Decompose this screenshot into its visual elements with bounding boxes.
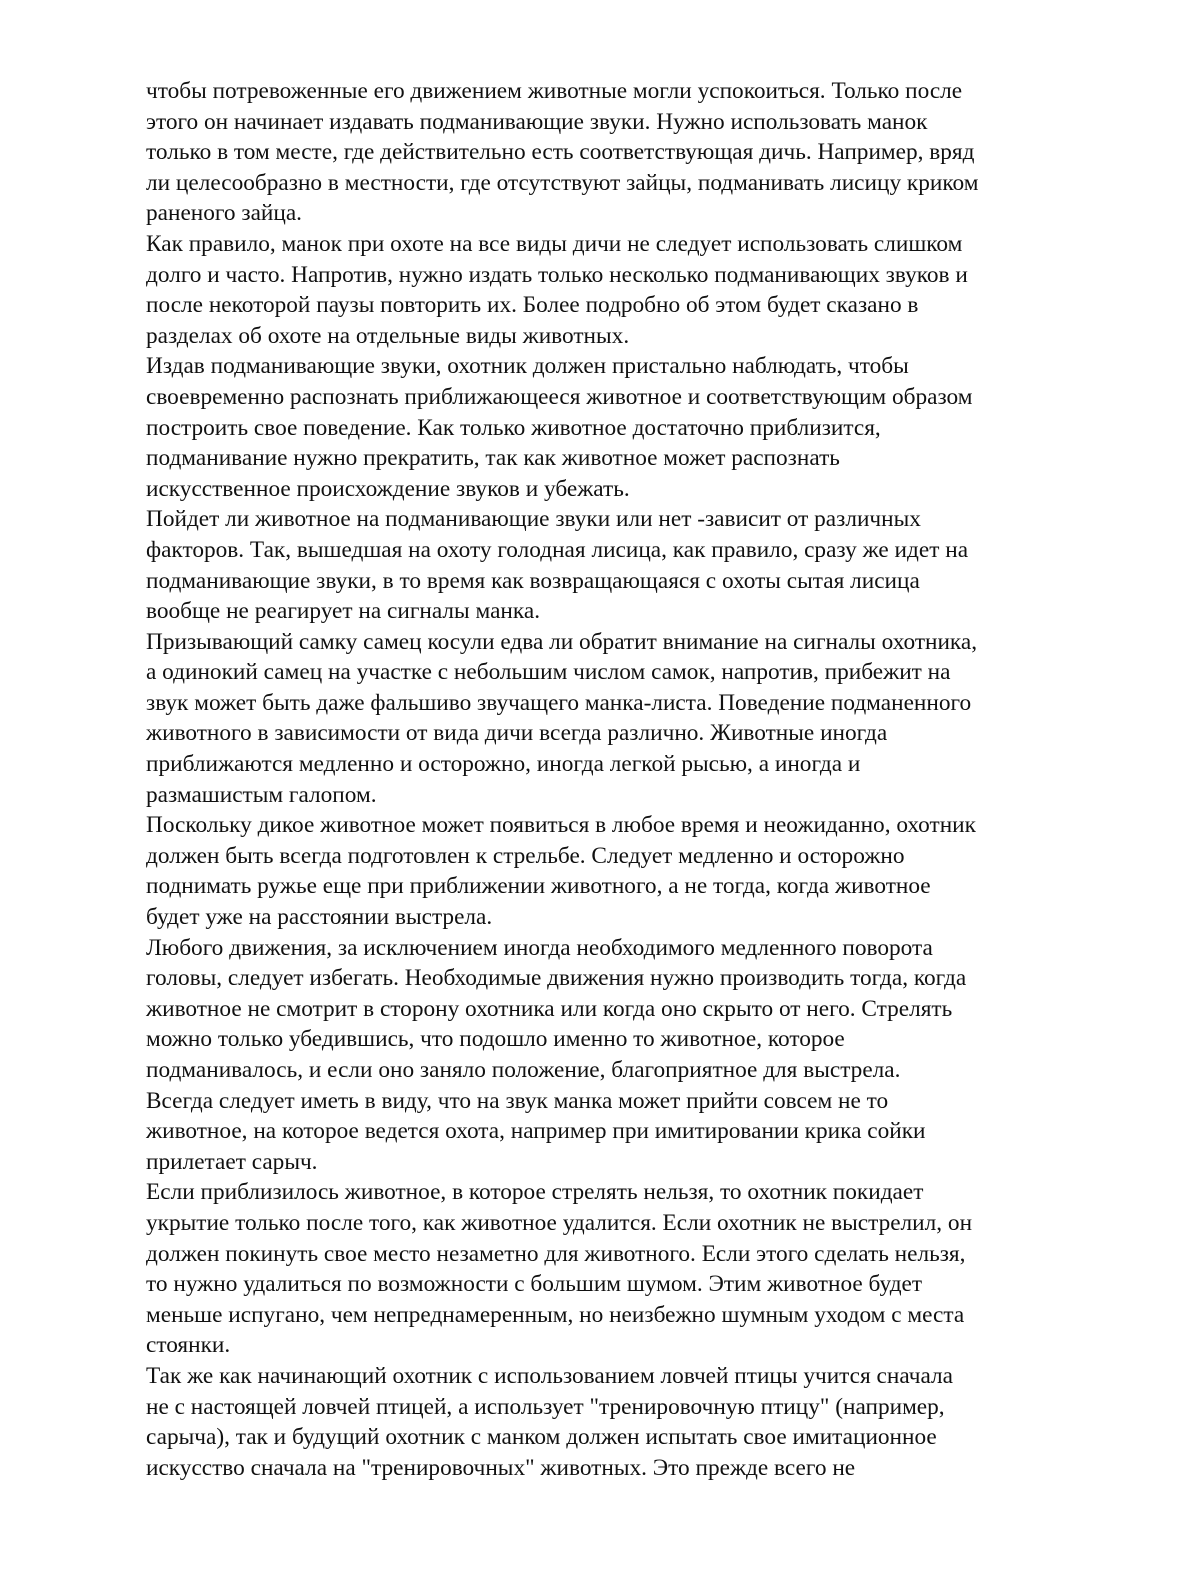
text-line: не с настоящей ловчей птицей, а использует "тренировочную птицу" (например, <box>146 1393 945 1420</box>
paragraph-10 <box>146 1361 1106 1483</box>
text-line: разделах об охоте на отдельные виды животных. <box>146 322 630 349</box>
text-line: искусство сначала на "тренировочных" животных. Это прежде всего не <box>146 1454 856 1481</box>
text-line: Любого движения, за исключением иногда необходимого медленного поворота <box>146 934 933 961</box>
text-line: Так же как начинающий охотник с использованием ловчей птицы учится сначала <box>146 1362 953 1389</box>
paragraph-6 <box>146 810 1106 932</box>
text-line: животное не смотрит в сторону охотника или когда оно скрыто от него. Стрелять <box>146 995 953 1022</box>
text-line: животного в зависимости от вида дичи всегда различно. Животные иногда <box>146 720 888 747</box>
text-line: раненого зайца. <box>146 200 303 227</box>
text-line: долго и часто. Напротив, нужно издать только несколько подманивающих звуков и <box>146 261 968 288</box>
text-line: Издав подманивающие звуки, охотник должен пристально наблюдать, чтобы <box>146 353 909 380</box>
paragraph-2 <box>146 229 1106 351</box>
text-line: меньше испугано, чем непреднамеренным, но неизбежно шумным уходом с места <box>146 1301 965 1328</box>
text-line: чтобы потревоженные его движением животные могли успокоиться. Только после <box>146 78 963 104</box>
paragraph-7 <box>146 933 1106 1086</box>
text-line: животное, на которое ведется охота, например при имитировании крика сойки <box>146 1118 926 1145</box>
text-line: своевременно распознать приближающееся животное и соответствующим образом <box>146 383 973 410</box>
paragraph-5 <box>146 627 1106 811</box>
document-page <box>146 76 1106 1483</box>
text-line: только в том месте, где действительно есть соответствующая дичь. Например, вряд <box>146 139 975 166</box>
text-line: прилетает сарыч. <box>146 1148 318 1175</box>
text-line: ли целесообразно в местности, где отсутствуют зайцы, подманивать лисицу криком <box>146 169 979 196</box>
text-line: Поскольку дикое животное может появиться в любое время и неожиданно, охотник <box>146 812 976 839</box>
paragraph-3 <box>146 351 1106 504</box>
paragraph-1 <box>146 76 1106 229</box>
text-line: вообще не реагирует на сигналы манка. <box>146 598 541 625</box>
text-line: Если приблизилось животное, в которое стрелять нельзя, то охотник покидает <box>146 1179 924 1206</box>
text-line: можно только убедившись, что подошло именно то животное, которое <box>146 1026 845 1053</box>
text-line: подманивающие звуки, в то время как возвращающаяся с охоты сытая лисица <box>146 567 920 594</box>
text-line: искусственное происхождение звуков и убежать. <box>146 475 630 502</box>
text-line: этого он начинает издавать подманивающие звуки. Нужно использовать манок <box>146 108 928 135</box>
text-line: после некоторой паузы повторить их. Более подробно об этом будет сказано в <box>146 292 919 319</box>
text-line: укрытие только после того, как животное удалится. Если охотник не выстрелил, он <box>146 1209 973 1236</box>
text-line: должен быть всегда подготовлен к стрельбе. Следует медленно и осторожно <box>146 842 905 869</box>
text-line: Как правило, манок при охоте на все виды дичи не следует использовать слишком <box>146 230 963 257</box>
text-line: подманивание нужно прекратить, так как животное может распознать <box>146 445 840 472</box>
text-line: Всегда следует иметь в виду, что на звук манка может прийти совсем не то <box>146 1087 889 1114</box>
text-line: звук может быть даже фальшиво звучащего манка-листа. Поведение подманенного <box>146 689 972 716</box>
paragraph-8 <box>146 1086 1106 1178</box>
paragraph-4 <box>146 504 1106 626</box>
text-line: будет уже на расстоянии выстрела. <box>146 904 493 931</box>
text-line: должен покинуть свое место незаметно для животного. Если этого сделать нельзя, <box>146 1240 966 1267</box>
text-line: размашистым галопом. <box>146 781 377 808</box>
paragraph-9 <box>146 1177 1106 1361</box>
text-line: головы, следует избегать. Необходимые движения нужно производить тогда, когда <box>146 965 967 992</box>
text-line: а одинокий самец на участке с небольшим числом самок, напротив, прибежит на <box>146 659 951 686</box>
text-line: Призывающий самку самец косули едва ли обратит внимание на сигналы охотника, <box>146 628 978 655</box>
text-line: поднимать ружье еще при приближении животного, а не тогда, когда животное <box>146 873 931 900</box>
text-line: то нужно удалиться по возможности с большим шумом. Этим животное будет <box>146 1271 923 1298</box>
text-line: подманивалось, и если оно заняло положение, благоприятное для выстрела. <box>146 1057 901 1083</box>
text-line: Пойдет ли животное на подманивающие звуки или нет -зависит от различных <box>146 506 921 533</box>
text-line: сарыча), так и будущий охотник с манком должен испытать свое имитационное <box>146 1424 937 1451</box>
text-line: факторов. Так, вышедшая на охоту голодная лисица, как правило, сразу же идет на <box>146 536 969 563</box>
text-line: приближаются медленно и осторожно, иногда легкой рысью, а иногда и <box>146 751 861 778</box>
text-line: стоянки. <box>146 1332 231 1359</box>
text-line: построить свое поведение. Как только животное достаточно приблизится, <box>146 414 881 441</box>
